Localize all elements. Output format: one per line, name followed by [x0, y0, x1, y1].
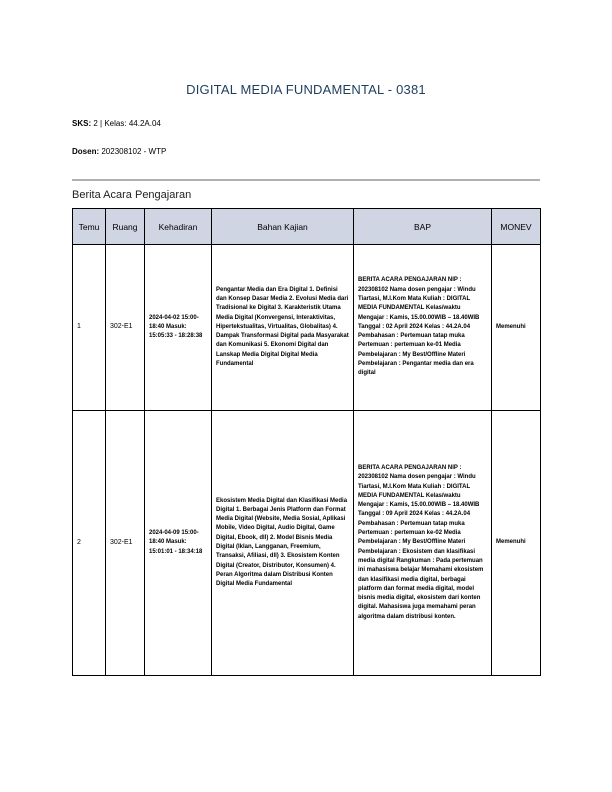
cell-kehadiran: 2024-04-09 15:00-18:40 Masuk: 15:01:01 - 18:34:18	[145, 411, 212, 676]
course-info-line	[72, 119, 161, 128]
table-header-row	[73, 209, 541, 245]
kelas-value: 44.2A.04	[128, 119, 161, 128]
cell-bap: BERITA ACARA PENGAJARAN NIP : 202308102 Nama dosen pengajar : Windu Tiartasi, M.I.Kom Mata Kuliah : DIGITAL MEDIA FUNDAMENTAL Kelas/waktu Mengajar : Kamis, 15.00.00WIB – 18.40WIB Tanggal : 02 April 2024 Kelas : 44.2A.04 Pembahasan : Pertemuan tatap muka Pertemuan : pertemuan ke-01 Media Pembelajaran : My Best/Offline Materi Pembelajaran : Pengantar media dan era digital	[354, 245, 492, 411]
cell-kehadiran: 2024-04-02 15:00-18:40 Masuk: 15:05:33 - 18:28:38	[145, 245, 212, 411]
lecturer-info-line	[72, 147, 166, 156]
cell-ruang: 302-E1	[106, 245, 145, 411]
cell-temu: 2	[73, 411, 106, 676]
header-ruang: Ruang	[106, 209, 145, 245]
kelas-label: | Kelas:	[100, 119, 127, 128]
header-temu: Temu	[73, 209, 106, 245]
table-row	[73, 245, 541, 411]
cell-temu: 1	[73, 245, 106, 411]
teaching-report-table	[72, 208, 541, 676]
header-bap: BAP	[354, 209, 492, 245]
sks-label: SKS:	[72, 119, 92, 128]
cell-monev: Memenuhi	[492, 245, 541, 411]
section-divider	[72, 179, 540, 181]
section-title: Berita Acara Pengajaran	[72, 189, 192, 201]
document-title: DIGITAL MEDIA FUNDAMENTAL - 0381	[186, 82, 426, 97]
cell-bahan-kajian: Pengantar Media dan Era Digital 1. Definisi dan Konsep Dasar Media 2. Evolusi Media dari Tradisional ke Digital 3. Karakteristik Utama Media Digital (Konvergensi, Interaktivitas, Hipertekstualitas, Virtualitas, Globalitas) 4. Dampak Transformasi Digital pada Masyarakat dan Komunikasi 5. Ekonomi Digital dan Lanskap Media Digital Digital Media Fundamental	[212, 245, 354, 411]
header-monev: MONEV	[492, 209, 541, 245]
cell-bahan-kajian: Ekosistem Media Digital dan Klasifikasi Media Digital 1. Berbagai Jenis Platform dan Format Media Digital (Website, Media Sosial, Aplikasi Mobile, Video Digital, Audio Digital, Game Digital, Ebook, dll) 2. Model Bisnis Media Digital (Iklan, Langganan, Freemium, Transaksi, Afiliasi, dll) 3. Ekosistem Konten Digital (Creator, Distributor, Konsumen) 4. Peran Algoritma dalam Distribusi Konten Digital Media Fundamental	[212, 411, 354, 676]
sks-value: 2	[93, 119, 98, 128]
cell-monev: Memenuhi	[492, 411, 541, 676]
cell-ruang: 302-E1	[106, 411, 145, 676]
cell-bap: BERITA ACARA PENGAJARAN NIP : 202308102 Nama dosen pengajar : Windu Tiartasi, M.I.Kom Mata Kuliah : DIGITAL MEDIA FUNDAMENTAL Kelas/waktu Mengajar : Kamis, 15.00.00WIB – 18.40WIB Tanggal : 09 April 2024 Kelas : 44.2A.04 Pembahasan : Pertemuan tatap muka Pertemuan : pertemuan ke-02 Media Pembelajaran : My Best/Offline Materi Pembelajaran : Ekosistem dan klasifikasi media digital Rangkuman : Pada pertemuan ini mahasiswa belajar Memahami ekosistem dan klasifikasi media digital, berbagai platform dan format media digital, model bisnis media digital, ekosistem dari konten digital. Mahasiswa juga memahami peran algoritma dalam distribusi konten.	[354, 411, 492, 676]
table-row	[73, 411, 541, 676]
header-bahan-kajian: Bahan Kajian	[212, 209, 354, 245]
header-kehadiran: Kehadiran	[145, 209, 212, 245]
dosen-value: 202308102 - WTP	[101, 147, 167, 156]
dosen-label: Dosen:	[72, 147, 100, 156]
